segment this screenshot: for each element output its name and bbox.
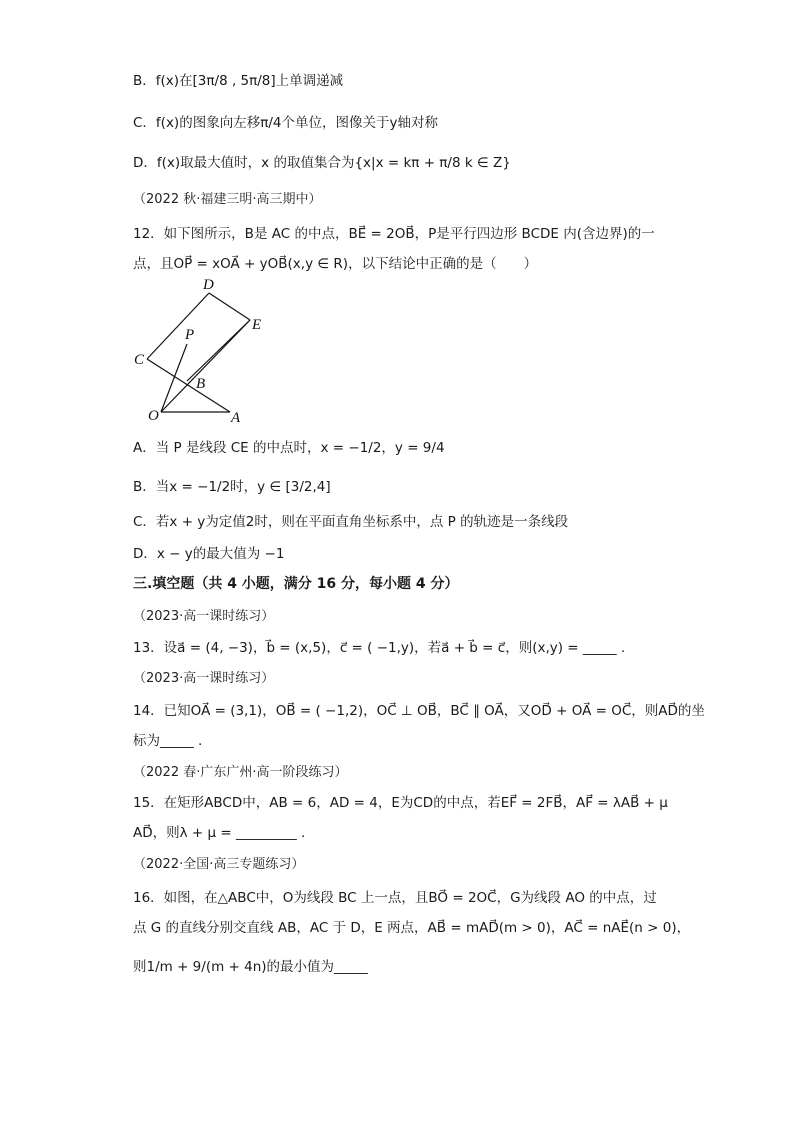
q12-option-c: C．若x + y为定值2时，则在平面直角坐标系中，点 P 的轨迹是一条线段 [133,514,569,530]
q14-source: （2023·高一课时练习） [133,671,275,686]
section-heading-fill-in: 三.填空题（共 4 小题，满分 16 分，每小题 4 分） [133,576,459,592]
label-d: D [203,277,214,293]
q12-option-b: B．当x = −1/2时，y ∈ [3/2,4] [133,479,331,495]
label-p: P [185,327,195,343]
q16-line1: 16．如图，在△ABC中，O为线段 BC 上一点，且BO⃗ = 2OC⃗，G为线段 AO 的中点，过 [133,890,657,906]
q12-source: （2022 秋·福建三明·高三期中） [133,192,322,207]
q15-source: （2022 春·广东广州·高一阶段练习） [133,765,348,780]
q13-text: 13．设a⃗ = (4, −3)，b⃗ = (x,5)，c⃗ = ( −1,y)，若a⃗ + b⃗ = c⃗，则(x,y) = _____ . [133,640,626,656]
label-b: B [196,376,206,392]
q12-parallelogram-figure [134,276,270,426]
q16-source: （2022·全国·高三专题练习） [133,857,305,872]
q15-line2: AD⃗，则λ + μ = _________ . [133,825,306,841]
q14-line2: 标为_____ . [133,733,203,749]
label-c: C [134,352,145,368]
q11-option-b: B．f(x)在[3π/8 , 5π/8]上单调递减 [133,73,344,89]
q12-stem-line1: 12．如下图所示，B是 AC 的中点，BE⃗ = 2OB⃗，P是平行四边形 BCDE 内(含边界)的一 [133,226,655,242]
q13-source: （2023·高一课时练习） [133,609,275,624]
label-a: A [231,410,241,426]
q14-line1: 14．已知OA⃗ = (3,1)，OB⃗ = ( −1,2)，OC⃗ ⊥ OB⃗，BC⃗ ∥ OA⃗，又OD⃗ + OA⃗ = OC⃗，则AD⃗的坐 [133,703,705,719]
q12-stem-line2: 点，且OP⃗ = xOA⃗ + yOB⃗(x,y ∈ R)，以下结论中正确的是（ ） [133,256,538,272]
label-e: E [252,317,262,333]
q12-option-a: A．当 P 是线段 CE 的中点时，x = −1/2，y = 9/4 [133,440,445,456]
q11-option-c: C．f(x)的图象向左移π/4个单位，图像关于y轴对称 [133,115,438,131]
q15-line1: 15．在矩形ABCD中，AB = 6，AD = 4，E为CD的中点，若EF⃗ = 2FB⃗，AF⃗ = λAB⃗ + μ [133,795,668,811]
label-o: O [148,408,159,424]
q16-line3: 则1/m + 9/(m + 4n)的最小值为_____ [133,959,368,975]
q11-option-d: D．f(x)取最大值时，x 的取值集合为{x|x = kπ + π/8 k ∈ Z} [133,155,511,171]
q12-option-d: D．x − y的最大值为 −1 [133,546,285,562]
q16-line2: 点 G 的直线分别交直线 AB，AC 于 D，E 两点，AB⃗ = mAD⃗(m > 0)，AC⃗ = nAE⃗(n > 0)， [133,920,691,936]
